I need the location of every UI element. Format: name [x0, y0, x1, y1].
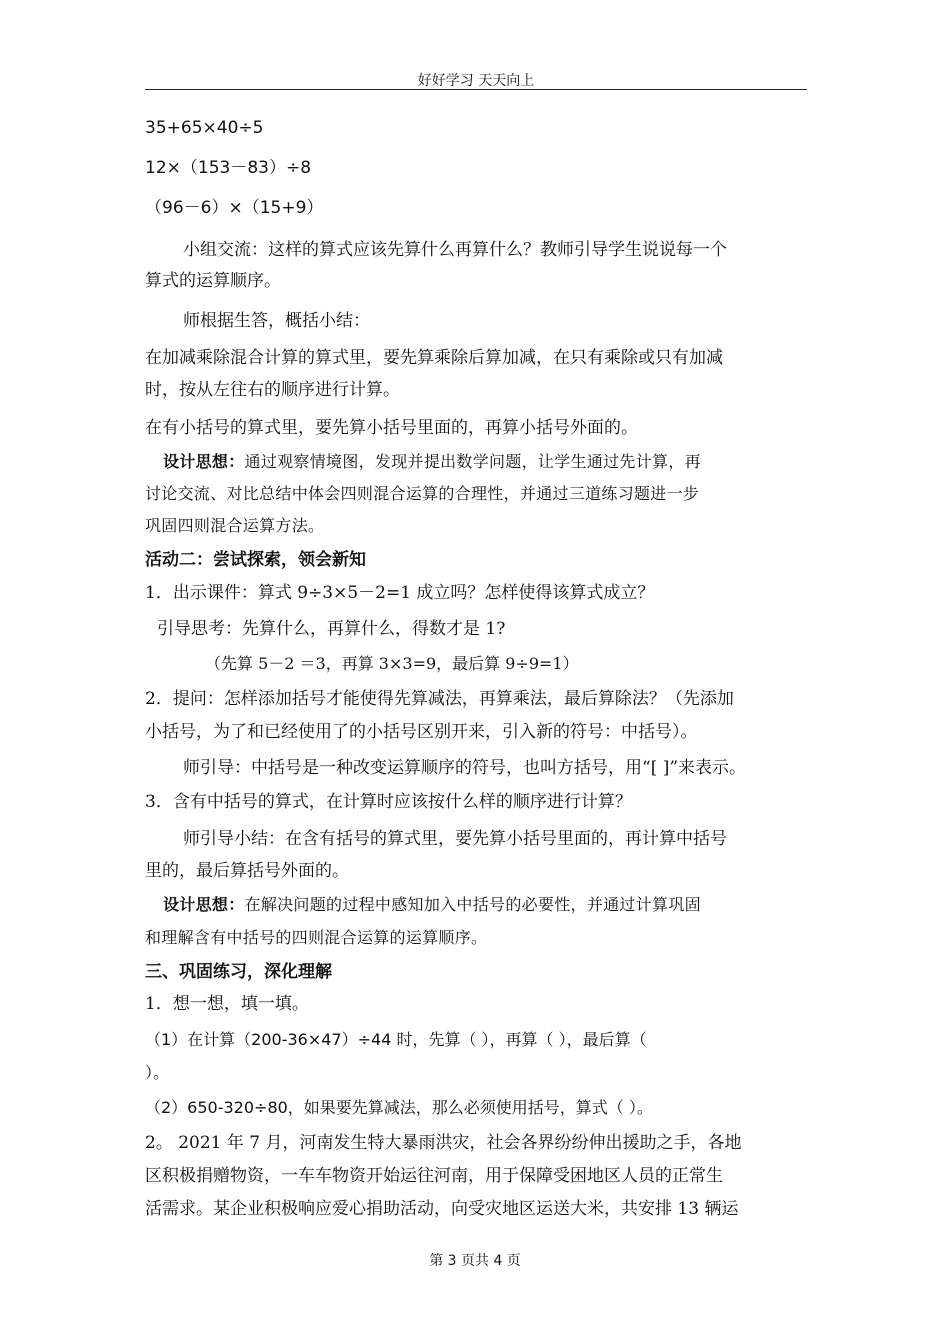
page-header: 好好学习 天天向上	[417, 73, 535, 89]
exercise-title: 1．想一想，填一填。	[145, 994, 309, 1014]
exercise-item: （2）650-320÷80，如果要先算减法，那么必须使用括号，算式（ ）。	[145, 1098, 653, 1117]
paragraph-line: 活需求。某企业积极响应爱心捐助活动，向受灾地区运送大米，共安排 13 辆运	[145, 1199, 739, 1219]
paragraph-line: （先算 5－2 ＝3，再算 3×3=9，最后算 9÷9=1）	[205, 654, 579, 673]
paragraph-line: 2。 2021 年 7 月，河南发生特大暴雨洪灾，社会各界纷纷伸出援助之手，各地	[145, 1133, 742, 1153]
exercise-item: ）。	[145, 1063, 170, 1082]
paragraph-line: 引导思考：先算什么，再算什么，得数才是 1?	[157, 619, 506, 639]
paragraph-line: 师根据生答，概括小结：	[183, 311, 370, 331]
paragraph-line: 师引导小结：在含有括号的算式里，要先算小括号里面的，再计算中括号	[183, 829, 727, 849]
design-note	[163, 895, 701, 915]
design-note-label: 设计思想：	[163, 895, 245, 914]
paragraph-line: 师引导：中括号是一种改变运算顺序的符号，也叫方括号，用“[ ]”来表示。	[183, 758, 747, 778]
design-note-line: 讨论交流、对比总结中体会四则混合运算的合理性，并通过三道练习题进一步	[145, 484, 700, 503]
section-heading: 活动二：尝试探索，领会新知	[145, 550, 366, 570]
expression-3: （96－6）×（15+9）	[145, 198, 324, 218]
exercise-item: （1）在计算（200-36×47）÷44 时，先算（ ），再算（ ），最后算（	[145, 1030, 647, 1049]
paragraph-line: 区积极捐赠物资，一车车物资开始运往河南，用于保障受困地区人员的正常生	[145, 1166, 723, 1186]
design-note-line: 巩固四则混合运算方法。	[145, 516, 325, 535]
page-footer: 第 3 页共 4 页	[429, 1253, 521, 1269]
expression-1: 35+65×40÷5	[145, 118, 264, 138]
paragraph-line: 算式的运算顺序。	[145, 271, 281, 291]
design-note	[163, 452, 701, 472]
design-note-label: 设计思想：	[163, 452, 245, 471]
design-note-line: 和理解含有中括号的四则混合运算的运算顺序。	[145, 928, 488, 947]
paragraph-line: 1．出示课件：算式 9÷3×5－2=1 成立吗？怎样使得该算式成立？	[145, 583, 655, 603]
paragraph-line: 在有小括号的算式里，要先算小括号里面的，再算小括号外面的。	[145, 418, 638, 438]
header-divider	[145, 89, 807, 90]
paragraph-line: 2．提问：怎样添加括号才能使得先算减法，再算乘法，最后算除法？（先添加	[145, 689, 734, 709]
paragraph-line: 小组交流：这样的算式应该先算什么再算什么？教师引导学生说说每一个	[183, 240, 727, 260]
paragraph-line: 时，按从左往右的顺序进行计算。	[145, 380, 400, 400]
section-heading: 三、巩固练习，深化理解	[145, 962, 332, 982]
paragraph-line: 里的，最后算括号外面的。	[145, 861, 349, 881]
design-note-text: 通过观察情境图，发现并提出数学问题，让学生通过先计算，再	[244, 452, 701, 471]
design-note-text: 在解决问题的过程中感知加入中括号的必要性，并通过计算巩固	[244, 895, 701, 914]
paragraph-line: 小括号，为了和已经使用了的小括号区别开来，引入新的符号：中括号）。	[145, 722, 698, 742]
expression-2: 12×（153－83）÷8	[145, 158, 312, 178]
paragraph-line: 3．含有中括号的算式，在计算时应该按什么样的顺序进行计算？	[145, 792, 632, 812]
paragraph-line: 在加减乘除混合计算的算式里，要先算乘除后算加减，在只有乘除或只有加减	[145, 348, 723, 368]
